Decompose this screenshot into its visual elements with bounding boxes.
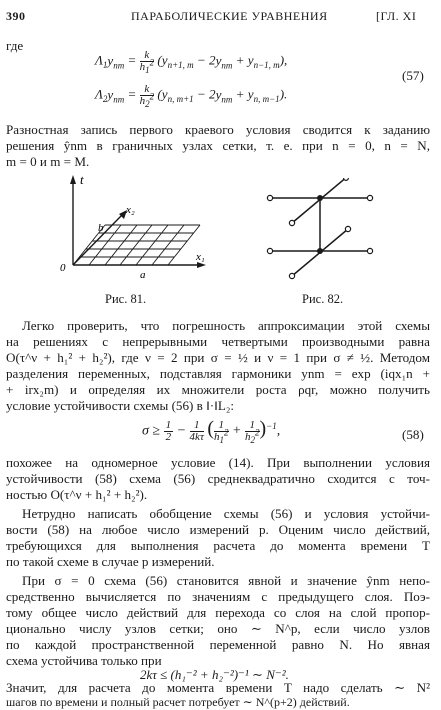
para4-line-3: требующихся для выполнения расчета до момента времени T bbox=[6, 538, 430, 553]
equation-57-line-2: $\Lambda_2y_{nm}$ = $\frac{k}{h_2^2}$ $(y_{n, m+1} - 2y_{nm} + y_{n, m-1})$. bbox=[95, 83, 288, 110]
figure-82-caption: Рис. 82. bbox=[302, 292, 344, 306]
equation-58-number: (58) bbox=[402, 427, 424, 442]
figure-81-grid-diagram bbox=[50, 170, 230, 285]
figure-81-label-a: a bbox=[140, 269, 146, 281]
page-number: 390 bbox=[6, 9, 26, 23]
intro-word: где bbox=[6, 38, 24, 53]
para6-line-1: Значит, для расчета до момента времени T надо сделать ∼ N² bbox=[6, 680, 430, 695]
para2-line-6: условие устойчивости схемы (56) в ‖·‖L₂: bbox=[6, 398, 235, 413]
para4-line-2: вости (58) на любое число измерений p. Оценим число действий, bbox=[6, 522, 430, 537]
equation-57-number: (57) bbox=[402, 68, 424, 83]
figure-81-caption: Рис. 81. bbox=[105, 292, 147, 306]
para5-line-1: При σ = 0 схема (56) становится явной и значение ŷnm непо- bbox=[22, 573, 430, 588]
para4-line-1: Нетрудно написать обобщение схемы (56) и условия устойчи- bbox=[22, 506, 430, 521]
para1-line-1: Разностная запись первого краевого условия сводится к заданию bbox=[6, 122, 430, 137]
para5-line-2: средственно вычисляется по значениям с предыдущего слоя. Поэ- bbox=[6, 589, 430, 604]
equation-57-line-1: $\Lambda_1y_{nm}$ = $\frac{k}{h_1^2}$ $(y_{n+1, m} - 2y_{nm} + y_{n-1, m})$, bbox=[95, 49, 288, 76]
figure-82-stencil-diagram bbox=[262, 178, 402, 286]
chapter-label: [ГЛ. XI bbox=[376, 9, 417, 23]
para4-line-4: по такой схеме в случае p измерений. bbox=[6, 554, 215, 569]
para5-line-4: ционально числу узлов сетки; оно ∼ N^p, если число узлов bbox=[6, 621, 430, 636]
para2-line-5: + irx₂m) и определяя их множители роста ρqr, можно получить bbox=[6, 382, 430, 397]
para1-line-3: m = 0 и m = M. bbox=[6, 154, 90, 169]
para5-line-5: по каждой пространственной переменной равно N. Но явная bbox=[6, 637, 430, 652]
figure-81-label-x1: x₁ bbox=[196, 251, 205, 263]
para6-line-2: шагов по времени и полный расчет потребует ∼ N^(p+2) действий. bbox=[6, 695, 350, 709]
para5-line-6: схема устойчива только при bbox=[6, 653, 162, 668]
para2-line-3: O(τ^ν + h₁² + h₂²), где ν = 2 при σ = ½ и ν = 1 при σ ≠ ½. Методом bbox=[6, 350, 430, 365]
figure-81-label-t: t bbox=[80, 172, 84, 187]
para3-line-3: ностью O(τ^ν + h₁² + h₂²). bbox=[6, 487, 148, 502]
para3-line-2: устойчивости (58) схема (56) среднеквадратично сходится с точ- bbox=[6, 471, 430, 486]
para5-line-3: тому общее число действий для перехода со слоя на слой пропор- bbox=[6, 605, 430, 620]
para3-line-1: похожее на одномерное условие (14). При выполнении условия bbox=[6, 455, 430, 470]
stability-equation: 2kτ ≤ (h₁⁻² + h₂⁻²)⁻¹ ∼ N⁻². bbox=[140, 667, 289, 682]
running-title: ПАРАБОЛИЧЕСКИЕ УРАВНЕНИЯ bbox=[131, 9, 328, 23]
para2-line-2: на решениях с непрерывными четвертыми производными равна bbox=[6, 334, 430, 349]
para2-line-1: Легко проверить, что погрешность аппроксимации этой схемы bbox=[22, 318, 430, 333]
figure-81-label-x2: x₂ bbox=[126, 204, 135, 216]
para1-line-2: решения ŷnm в граничных узлах сетки, т. е. при n = 0, n = N, bbox=[6, 138, 430, 153]
figure-81-label-0: 0 bbox=[60, 262, 66, 274]
equation-58: σ ≥ $\frac{1}{2}$ − $\frac{1}{4k\tau}$ ( $\frac{1}{h_1^2}$ + $\frac{1}{h_2^2}$ )$^{-1}$, bbox=[142, 417, 281, 446]
figure-81-label-b: b bbox=[98, 222, 104, 234]
para2-line-4: разделения переменных, подставляя гармоники ynm = exp (iqx₁n + bbox=[6, 366, 430, 381]
